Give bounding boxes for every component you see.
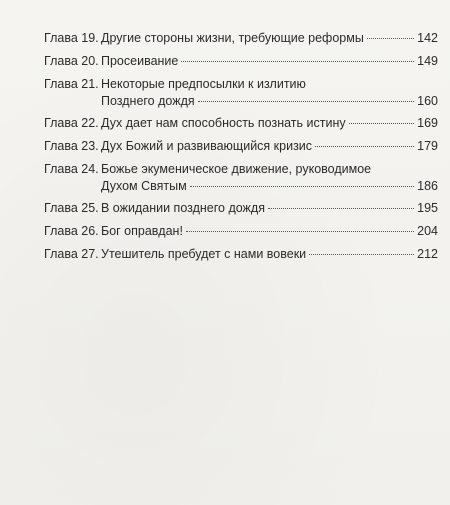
page-number: 186	[417, 178, 438, 193]
toc-entry-26	[44, 223, 438, 246]
chapter-number: Глава 19.	[44, 31, 99, 45]
page-number: 169	[417, 116, 438, 130]
chapter-title: Утешитель пребудет с нами вовеки	[101, 247, 307, 261]
chapter-number: Глава 26.	[44, 224, 99, 238]
chapter-title: В ожидании позднего дождя	[101, 201, 265, 215]
chapter-number: Глава 27.	[44, 247, 99, 261]
chapter-number: Глава 20.	[44, 54, 99, 68]
toc-entry-21	[44, 76, 438, 115]
chapter-title: Другие стороны жизни, требующие реформы	[101, 31, 364, 45]
chapter-title: Дух дает нам способность познать истину	[101, 116, 346, 130]
toc-entry-27	[44, 246, 438, 269]
chapter-title-line-2: Позднего дождя	[101, 93, 195, 108]
toc-entry-22	[44, 115, 438, 138]
toc-entry-19	[44, 30, 438, 53]
toc-entry-20	[44, 53, 438, 76]
dot-leader	[367, 38, 414, 39]
chapter-title-line-2: Духом Святым	[101, 178, 187, 193]
chapter-number: Глава 21.	[44, 77, 99, 91]
page-number: 195	[417, 201, 438, 215]
chapter-number: Глава 22.	[44, 116, 99, 130]
dot-leader	[186, 231, 414, 232]
page-number: 160	[417, 93, 438, 108]
table-of-contents	[44, 30, 438, 269]
dot-leader	[349, 123, 415, 124]
page-number: 142	[417, 31, 438, 45]
dot-leader	[198, 101, 415, 102]
page-number: 212	[417, 247, 438, 261]
dot-leader	[181, 61, 414, 62]
toc-entry-25	[44, 200, 438, 223]
chapter-title: Дух Божий и развивающийся кризис	[101, 139, 313, 153]
chapter-title: Бог оправдан!	[101, 224, 183, 238]
page-number: 179	[417, 139, 438, 153]
toc-entry-23	[44, 138, 438, 161]
dot-leader	[190, 186, 414, 187]
chapter-number: Глава 23.	[44, 139, 99, 153]
dot-leader	[268, 208, 414, 209]
chapter-title-line-1: Божье экуменическое движение, руководимое	[101, 162, 372, 176]
page-number: 204	[417, 224, 438, 238]
dot-leader	[315, 146, 414, 147]
toc-entry-24	[44, 161, 438, 200]
dot-leader	[309, 254, 414, 255]
chapter-number: Глава 24.	[44, 162, 99, 176]
chapter-number: Глава 25.	[44, 201, 99, 215]
chapter-title-line-1: Некоторые предпосылки к излитию	[101, 77, 306, 91]
page-number: 149	[417, 54, 438, 68]
chapter-title: Просеивание	[101, 54, 179, 68]
